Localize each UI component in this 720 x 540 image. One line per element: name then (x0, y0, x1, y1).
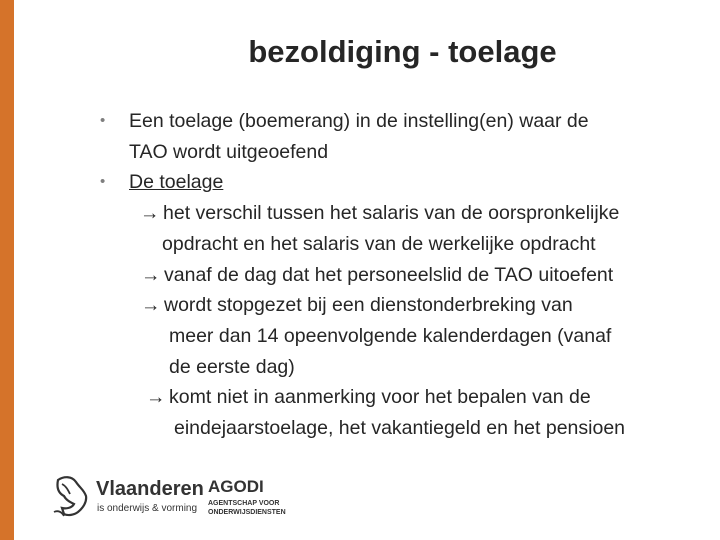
sub-item-text: wordt stopgezet bij een dienstonderbreking van (164, 294, 573, 317)
agodi-tagline-line: ONDERWIJSDIENSTEN (208, 509, 286, 516)
sub-item (129, 198, 710, 259)
sub-item-text: komt niet in aanmerking voor het bepalen van de (169, 386, 591, 409)
vlaanderen-name: Vlaanderen (96, 478, 204, 500)
slide-content (100, 106, 710, 444)
sub-item-text: vanaf de dag dat het personeelslid de TAO uitoefent (164, 263, 614, 286)
agodi-tagline (208, 499, 298, 517)
agodi-tagline-line: AGENTSCHAP VOOR (208, 500, 280, 507)
vlaanderen-tagline: is onderwijs & vorming (97, 503, 198, 514)
bullet-text: TAO wordt uitgeoefend (129, 140, 329, 163)
bullet-marker: • (100, 112, 106, 129)
bullet-item (100, 167, 710, 443)
flemish-lion-icon (50, 474, 90, 518)
vlaanderen-logo (50, 470, 210, 522)
arrow-icon: → (140, 202, 160, 225)
bullet-text: Een toelage (boemerang) in de instelling(en) waar de (129, 110, 589, 132)
arrow-icon: → (146, 386, 166, 409)
arrow-icon: → (141, 294, 161, 317)
bullet-text: De toelage (129, 171, 224, 194)
sub-item-text: meer dan 14 opeenvolgende kalenderdagen (vanaf (169, 324, 612, 347)
bullet-item (100, 106, 710, 167)
sub-item-text: opdracht en het salaris van de werkelijke opdracht (162, 232, 596, 255)
sub-item-text: eindejaarstoelage, het vakantiegeld en het pensioen (174, 417, 626, 440)
sub-item-text: de eerste dag) (169, 355, 295, 378)
slide-title: bezoldiging - toelage (248, 34, 557, 69)
accent-side-bar (0, 0, 14, 540)
sub-item (129, 382, 710, 443)
agodi-name: AGODI (208, 477, 264, 496)
arrow-icon: → (141, 263, 161, 286)
sub-item (129, 260, 710, 291)
bullet-marker: • (100, 173, 106, 191)
sub-item-text: het verschil tussen het salaris van de oorspronkelijke (163, 202, 620, 225)
sub-item (129, 290, 710, 382)
agodi-logo (208, 477, 328, 522)
